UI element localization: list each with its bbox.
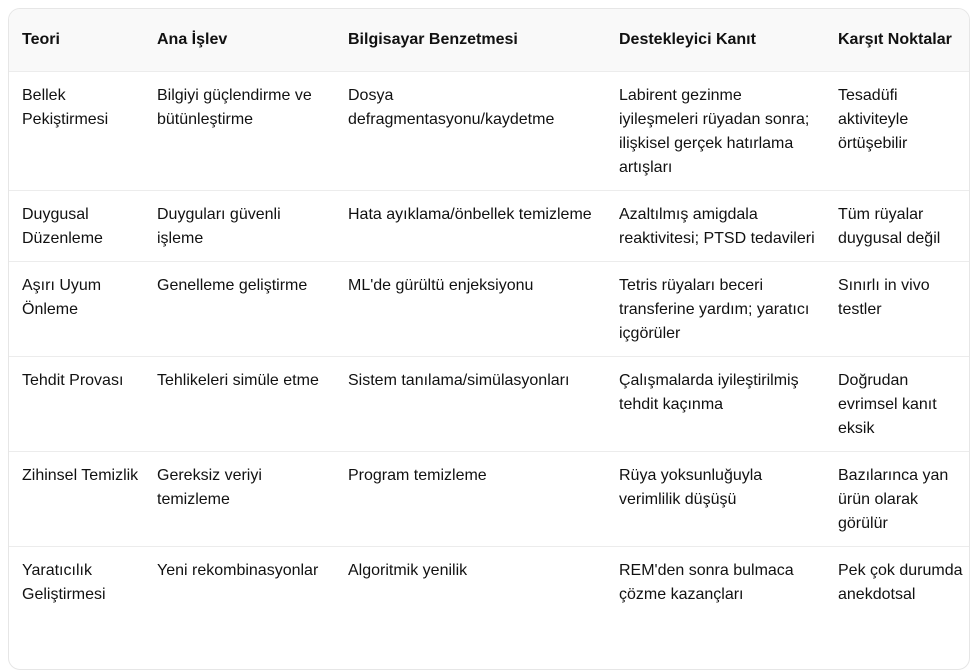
cell-main-function: Tehlikeleri simüle etme — [144, 357, 335, 452]
table-row — [9, 452, 969, 547]
cell-counterpoints: Tüm rüyalar duygusal değil — [825, 191, 969, 262]
header-supporting-evidence: Destekleyici Kanıt — [606, 9, 825, 72]
table-row — [9, 72, 969, 191]
cell-computer-analogy: Program temizleme — [335, 452, 606, 547]
cell-main-function: Yeni rekombinasyonlar — [157, 562, 319, 579]
cell-supporting-evidence: Tetris rüyaları beceri transferine yardım; yaratıcı içgörüler — [606, 262, 825, 357]
cell-theory: Duygusal Düzenleme — [9, 191, 144, 262]
cell-counterpoints: Pek çok durumda anekdotsal — [838, 562, 963, 603]
cell-supporting-evidence: Labirent gezinme iyileşmeleri rüyadan sonra; ilişkisel gerçek hatırlama artışları — [606, 72, 825, 191]
cell-counterpoints: Tesadüfi aktiviteyle örtüşebilir — [825, 72, 969, 191]
table-row — [9, 191, 969, 262]
cell-computer-analogy: Hata ayıklama/önbellek temizleme — [335, 191, 606, 262]
cell-theory: Bellek Pekiştirmesi — [9, 72, 144, 191]
header-theory: Teori — [9, 9, 144, 72]
cell-supporting-evidence: REM'den sonra bulmaca çözme kazançları — [619, 562, 794, 603]
cell-theory: Zihinsel Temizlik — [9, 452, 144, 547]
cell-computer-analogy: Algoritmik yenilik — [348, 562, 468, 579]
cell-theory: Tehdit Provası — [9, 357, 144, 452]
cell-counterpoints: Sınırlı in vivo testler — [825, 262, 969, 357]
cell-main-function: Gereksiz veriyi temizleme — [144, 452, 335, 547]
cell-supporting-evidence: Rüya yoksunluğuyla verimlilik düşüşü — [606, 452, 825, 547]
cell-supporting-evidence: Azaltılmış amigdala reaktivitesi; PTSD tedavileri — [606, 191, 825, 262]
cell-counterpoints: Doğrudan evrimsel kanıt eksik — [825, 357, 969, 452]
cell-counterpoints: Bazılarınca yan ürün olarak görülür — [825, 452, 969, 547]
header-counterpoints: Karşıt Noktalar — [825, 9, 969, 72]
cell-theory: Aşırı Uyum Önleme — [9, 262, 144, 357]
cell-supporting-evidence: Çalışmalarda iyileştirilmiş tehdit kaçınma — [606, 357, 825, 452]
cell-main-function: Genelleme geliştirme — [144, 262, 335, 357]
cell-computer-analogy: Sistem tanılama/simülasyonları — [335, 357, 606, 452]
table-row — [9, 262, 969, 357]
cell-main-function: Duyguları güvenli işleme — [144, 191, 335, 262]
comparison-table — [9, 9, 969, 617]
table-row — [9, 547, 969, 618]
comparison-table-container — [8, 8, 970, 670]
table-header-row — [9, 9, 969, 72]
table-row — [9, 357, 969, 452]
cell-main-function: Bilgiyi güçlendirme ve bütünleştirme — [144, 72, 335, 191]
cell-computer-analogy: ML'de gürültü enjeksiyonu — [335, 262, 606, 357]
cell-theory: Yaratıcılık Geliştirmesi — [22, 562, 106, 603]
cell-computer-analogy: Dosya defragmentasyonu/kaydetme — [335, 72, 606, 191]
header-computer-analogy: Bilgisayar Benzetmesi — [335, 9, 606, 72]
header-main-function: Ana İşlev — [144, 9, 335, 72]
